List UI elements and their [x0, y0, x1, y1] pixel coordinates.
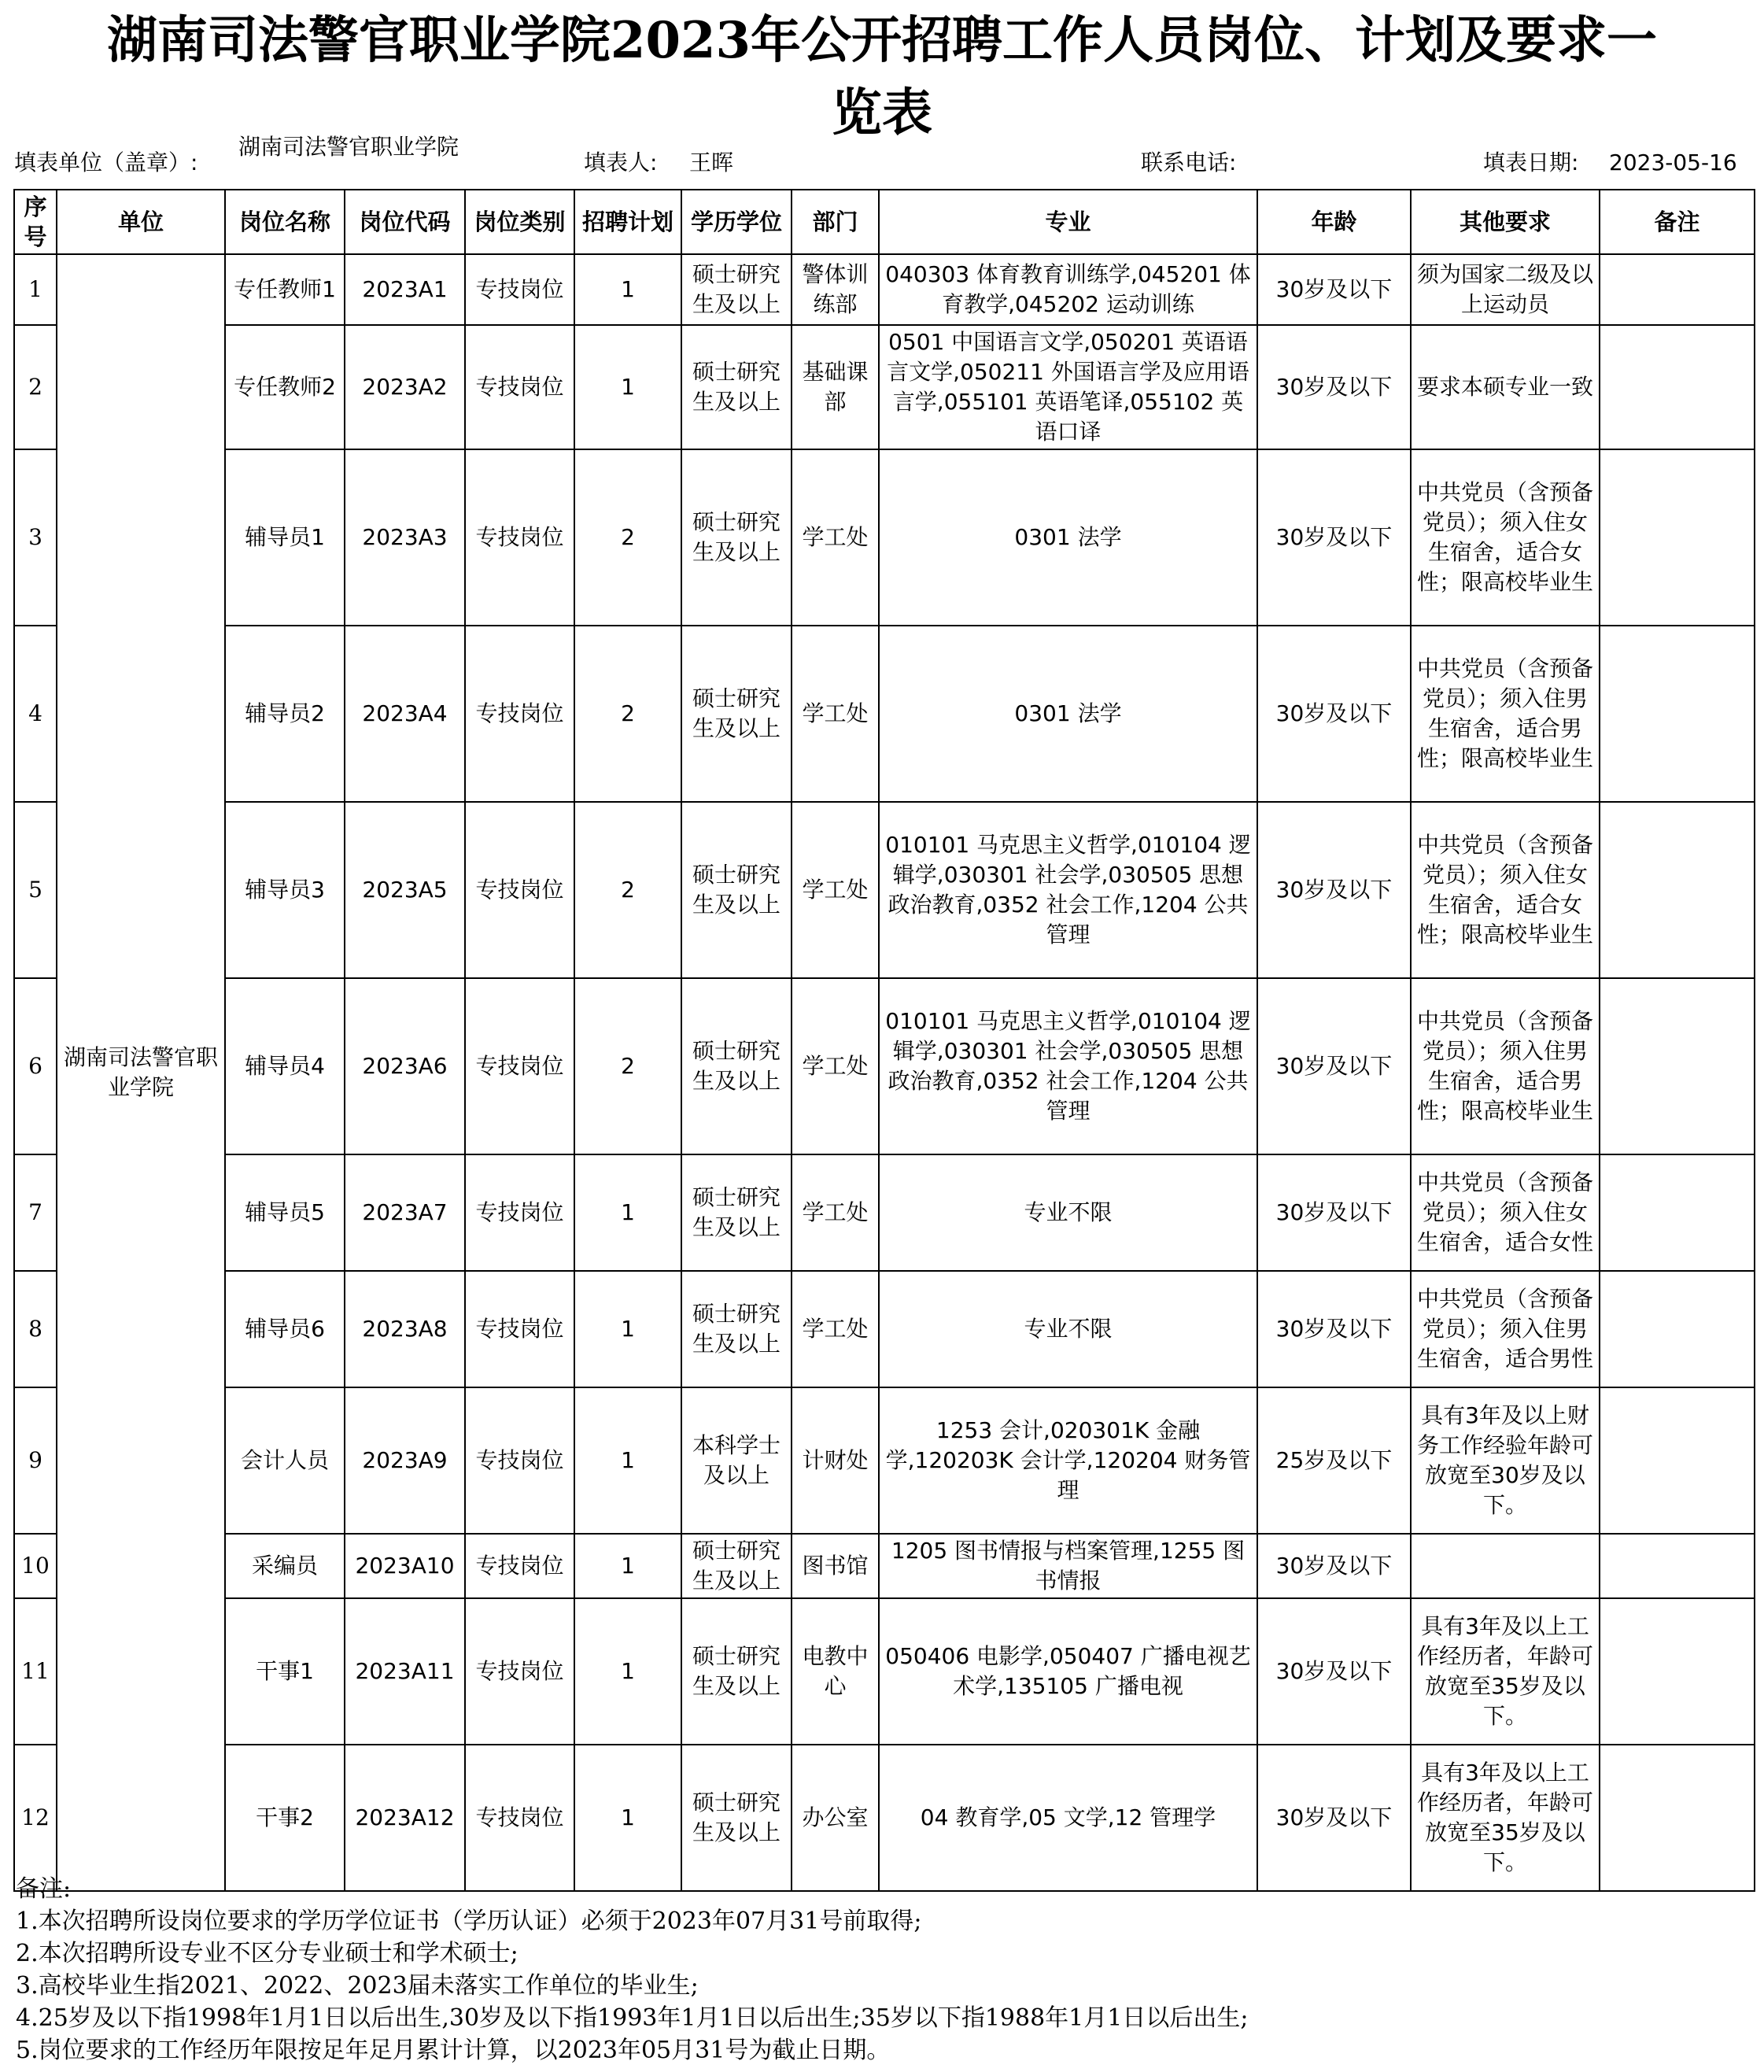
department-cell: 警体训练部 — [792, 254, 879, 325]
row-index-cell: 10 — [14, 1534, 57, 1598]
row-index-cell: 6 — [14, 978, 57, 1154]
note-item: 4.25岁及以下指1998年1月1日以后出生,30岁及以下指1993年1月1日以后出生;35岁以下指1988年1月1日以后出生; — [16, 2004, 1249, 2032]
header-position-name: 岗位名称 — [225, 190, 345, 254]
major-cell: 0301 法学 — [879, 449, 1257, 626]
major-cell: 0501 中国语言文学,050201 英语语言文学,050211 外国语言学及应用语言学,055101 英语笔译,055102 英语口译 — [879, 325, 1257, 449]
recruit-plan-cell: 1 — [574, 1271, 681, 1387]
remark-cell — [1600, 1387, 1755, 1534]
position-code-cell: 2023A6 — [345, 978, 465, 1154]
major-cell: 04 教育学,05 文学,12 管理学 — [879, 1745, 1257, 1891]
row-index-cell: 2 — [14, 325, 57, 449]
education-cell: 本科学士及以上 — [681, 1387, 792, 1534]
row-index-cell: 9 — [14, 1387, 57, 1534]
position-type-cell: 专技岗位 — [465, 449, 574, 626]
position-name-cell: 专任教师2 — [225, 325, 345, 449]
table-row — [14, 1387, 1755, 1534]
other-requirements-cell: 中共党员（含预备党员）；须入住男生宿舍，适合男性；限高校毕业生 — [1411, 978, 1600, 1154]
position-type-cell: 专技岗位 — [465, 1271, 574, 1387]
education-cell: 硕士研究生及以上 — [681, 1271, 792, 1387]
filler-label: 填表人: — [584, 150, 658, 175]
note-item: 2.本次招聘所设专业不区分专业硕士和学术硕士; — [16, 1940, 518, 1967]
other-requirements-cell: 具有3年及以上工作经历者，年龄可放宽至35岁及以下。 — [1411, 1745, 1600, 1891]
department-cell: 学工处 — [792, 978, 879, 1154]
recruit-plan-cell: 1 — [574, 325, 681, 449]
date-value: 2023-05-16 — [1609, 150, 1737, 175]
age-cell: 30岁及以下 — [1257, 325, 1411, 449]
row-index-cell: 5 — [14, 802, 57, 978]
major-cell: 专业不限 — [879, 1271, 1257, 1387]
remark-cell — [1600, 254, 1755, 325]
row-index-cell: 3 — [14, 449, 57, 626]
recruitment-table — [13, 189, 1755, 1892]
remark-cell — [1600, 626, 1755, 802]
position-code-cell: 2023A8 — [345, 1271, 465, 1387]
recruit-plan-cell: 1 — [574, 1154, 681, 1271]
recruit-plan-cell: 1 — [574, 1598, 681, 1745]
title-line-2: 览表 — [832, 83, 932, 142]
department-cell: 基础课部 — [792, 325, 879, 449]
row-index-cell: 12 — [14, 1745, 57, 1891]
row-index-cell: 8 — [14, 1271, 57, 1387]
position-name-cell: 专任教师1 — [225, 254, 345, 325]
recruit-plan-cell: 1 — [574, 1745, 681, 1891]
position-code-cell: 2023A3 — [345, 449, 465, 626]
position-name-cell: 辅导员3 — [225, 802, 345, 978]
education-cell: 硕士研究生及以上 — [681, 1154, 792, 1271]
recruit-plan-cell: 1 — [574, 1387, 681, 1534]
recruit-plan-cell: 1 — [574, 1534, 681, 1598]
notes-title: 备注: — [16, 1875, 72, 1903]
position-code-cell: 2023A5 — [345, 802, 465, 978]
position-name-cell: 干事2 — [225, 1745, 345, 1891]
position-type-cell: 专技岗位 — [465, 1534, 574, 1598]
education-cell: 硕士研究生及以上 — [681, 254, 792, 325]
filler-value: 王晖 — [689, 150, 734, 175]
position-code-cell: 2023A10 — [345, 1534, 465, 1598]
recruit-plan-cell: 2 — [574, 802, 681, 978]
note-item: 5.岗位要求的工作经历年限按足年足月累计计算，以2023年05月31号为截止日期。 — [16, 2037, 891, 2064]
department-cell: 学工处 — [792, 449, 879, 626]
education-cell: 硕士研究生及以上 — [681, 626, 792, 802]
major-cell: 010101 马克思主义哲学,010104 逻辑学,030301 社会学,030505 思想政治教育,0352 社会工作,1204 公共管理 — [879, 802, 1257, 978]
row-index-cell: 11 — [14, 1598, 57, 1745]
education-cell: 硕士研究生及以上 — [681, 802, 792, 978]
other-requirements-cell: 要求本硕专业一致 — [1411, 325, 1600, 449]
table-row — [14, 449, 1755, 626]
header-position-type: 岗位类别 — [465, 190, 574, 254]
table-row — [14, 1271, 1755, 1387]
table-row — [14, 325, 1755, 449]
header-position-code: 岗位代码 — [345, 190, 465, 254]
remark-cell — [1600, 325, 1755, 449]
position-type-cell: 专技岗位 — [465, 1745, 574, 1891]
education-cell: 硕士研究生及以上 — [681, 1598, 792, 1745]
phone-label: 联系电话: — [1141, 150, 1237, 175]
position-code-cell: 2023A9 — [345, 1387, 465, 1534]
remark-cell — [1600, 1598, 1755, 1745]
department-cell: 计财处 — [792, 1387, 879, 1534]
table-row — [14, 1598, 1755, 1745]
position-code-cell: 2023A1 — [345, 254, 465, 325]
other-requirements-cell: 中共党员（含预备党员）；须入住男生宿舍，适合男性；限高校毕业生 — [1411, 626, 1600, 802]
age-cell: 30岁及以下 — [1257, 1154, 1411, 1271]
other-requirements-cell: 须为国家二级及以上运动员 — [1411, 254, 1600, 325]
header-remark: 备注 — [1600, 190, 1755, 254]
other-requirements-cell: 中共党员（含预备党员）；须入住女生宿舍，适合女性 — [1411, 1154, 1600, 1271]
department-cell: 图书馆 — [792, 1534, 879, 1598]
other-requirements-cell: 中共党员（含预备党员）；须入住女生宿舍，适合女性；限高校毕业生 — [1411, 802, 1600, 978]
unit-label: 填表单位（盖章）: — [14, 150, 198, 175]
header-major: 专业 — [879, 190, 1257, 254]
row-index-cell: 4 — [14, 626, 57, 802]
education-cell: 硕士研究生及以上 — [681, 449, 792, 626]
header-department: 部门 — [792, 190, 879, 254]
remark-cell — [1600, 978, 1755, 1154]
header-unit: 单位 — [57, 190, 225, 254]
major-cell: 010101 马克思主义哲学,010104 逻辑学,030301 社会学,030505 思想政治教育,0352 社会工作,1204 公共管理 — [879, 978, 1257, 1154]
position-type-cell: 专技岗位 — [465, 978, 574, 1154]
position-code-cell: 2023A4 — [345, 626, 465, 802]
education-cell: 硕士研究生及以上 — [681, 1534, 792, 1598]
position-type-cell: 专技岗位 — [465, 802, 574, 978]
remark-cell — [1600, 1154, 1755, 1271]
title-line-1: 湖南司法警官职业学院2023年公开招聘工作人员岗位、计划及要求一 — [106, 11, 1658, 70]
department-cell: 电教中心 — [792, 1598, 879, 1745]
page-title — [0, 5, 1764, 150]
header-age: 年龄 — [1257, 190, 1411, 254]
recruit-plan-cell: 1 — [574, 254, 681, 325]
recruit-plan-cell: 2 — [574, 449, 681, 626]
education-cell: 硕士研究生及以上 — [681, 1745, 792, 1891]
remark-cell — [1600, 1534, 1755, 1598]
age-cell: 30岁及以下 — [1257, 1745, 1411, 1891]
age-cell: 30岁及以下 — [1257, 1271, 1411, 1387]
unit-cell: 湖南司法警官职业学院 — [57, 254, 225, 1891]
department-cell: 学工处 — [792, 1271, 879, 1387]
age-cell: 25岁及以下 — [1257, 1387, 1411, 1534]
header-index: 序号 — [14, 190, 57, 254]
major-cell: 专业不限 — [879, 1154, 1257, 1271]
department-cell: 学工处 — [792, 1154, 879, 1271]
header-plan: 招聘计划 — [574, 190, 681, 254]
major-cell: 0301 法学 — [879, 626, 1257, 802]
age-cell: 30岁及以下 — [1257, 1534, 1411, 1598]
major-cell: 1205 图书情报与档案管理,1255 图书情报 — [879, 1534, 1257, 1598]
header-education: 学历学位 — [681, 190, 792, 254]
unit-value: 湖南司法警官职业学院 — [238, 134, 459, 160]
table-row — [14, 254, 1755, 325]
position-type-cell: 专技岗位 — [465, 1598, 574, 1745]
position-name-cell: 干事1 — [225, 1598, 345, 1745]
other-requirements-cell: 具有3年及以上工作经历者，年龄可放宽至35岁及以下。 — [1411, 1598, 1600, 1745]
position-name-cell: 辅导员4 — [225, 978, 345, 1154]
other-requirements-cell — [1411, 1534, 1600, 1598]
table-row — [14, 1534, 1755, 1598]
position-name-cell: 会计人员 — [225, 1387, 345, 1534]
header-row — [14, 190, 1755, 254]
notes — [16, 1873, 1747, 2066]
position-code-cell: 2023A2 — [345, 325, 465, 449]
education-cell: 硕士研究生及以上 — [681, 978, 792, 1154]
other-requirements-cell: 中共党员（含预备党员）；须入住女生宿舍，适合女性；限高校毕业生 — [1411, 449, 1600, 626]
table-row — [14, 978, 1755, 1154]
position-name-cell: 采编员 — [225, 1534, 345, 1598]
major-cell: 1253 会计,020301K 金融学,120203K 会计学,120204 财务管理 — [879, 1387, 1257, 1534]
position-name-cell: 辅导员2 — [225, 626, 345, 802]
position-type-cell: 专技岗位 — [465, 1387, 574, 1534]
position-type-cell: 专技岗位 — [465, 325, 574, 449]
age-cell: 30岁及以下 — [1257, 449, 1411, 626]
table-row — [14, 1154, 1755, 1271]
row-index-cell: 1 — [14, 254, 57, 325]
row-index-cell: 7 — [14, 1154, 57, 1271]
table-row — [14, 626, 1755, 802]
age-cell: 30岁及以下 — [1257, 802, 1411, 978]
note-item: 1.本次招聘所设岗位要求的学历学位证书（学历认证）必须于2023年07月31号前取得; — [16, 1908, 922, 1935]
department-cell: 办公室 — [792, 1745, 879, 1891]
position-code-cell: 2023A7 — [345, 1154, 465, 1271]
major-cell: 040303 体育教育训练学,045201 体育教学,045202 运动训练 — [879, 254, 1257, 325]
remark-cell — [1600, 1271, 1755, 1387]
remark-cell — [1600, 449, 1755, 626]
department-cell: 学工处 — [792, 626, 879, 802]
table-row — [14, 802, 1755, 978]
education-cell: 硕士研究生及以上 — [681, 325, 792, 449]
remark-cell — [1600, 802, 1755, 978]
note-item: 3.高校毕业生指2021、2022、2023届未落实工作单位的毕业生; — [16, 1972, 699, 2000]
position-name-cell: 辅导员5 — [225, 1154, 345, 1271]
remark-cell — [1600, 1745, 1755, 1891]
position-name-cell: 辅导员1 — [225, 449, 345, 626]
date-label: 填表日期: — [1483, 150, 1579, 175]
header-other: 其他要求 — [1411, 190, 1600, 254]
age-cell: 30岁及以下 — [1257, 254, 1411, 325]
age-cell: 30岁及以下 — [1257, 626, 1411, 802]
other-requirements-cell: 中共党员（含预备党员）；须入住男生宿舍，适合男性 — [1411, 1271, 1600, 1387]
major-cell: 050406 电影学,050407 广播电视艺术学,135105 广播电视 — [879, 1598, 1257, 1745]
recruit-plan-cell: 2 — [574, 978, 681, 1154]
recruit-plan-cell: 2 — [574, 626, 681, 802]
department-cell: 学工处 — [792, 802, 879, 978]
position-code-cell: 2023A12 — [345, 1745, 465, 1891]
other-requirements-cell: 具有3年及以上财务工作经验年龄可放宽至30岁及以下。 — [1411, 1387, 1600, 1534]
age-cell: 30岁及以下 — [1257, 1598, 1411, 1745]
position-code-cell: 2023A11 — [345, 1598, 465, 1745]
age-cell: 30岁及以下 — [1257, 978, 1411, 1154]
position-type-cell: 专技岗位 — [465, 254, 574, 325]
position-type-cell: 专技岗位 — [465, 1154, 574, 1271]
table-row — [14, 1745, 1755, 1891]
position-type-cell: 专技岗位 — [465, 626, 574, 802]
position-name-cell: 辅导员6 — [225, 1271, 345, 1387]
